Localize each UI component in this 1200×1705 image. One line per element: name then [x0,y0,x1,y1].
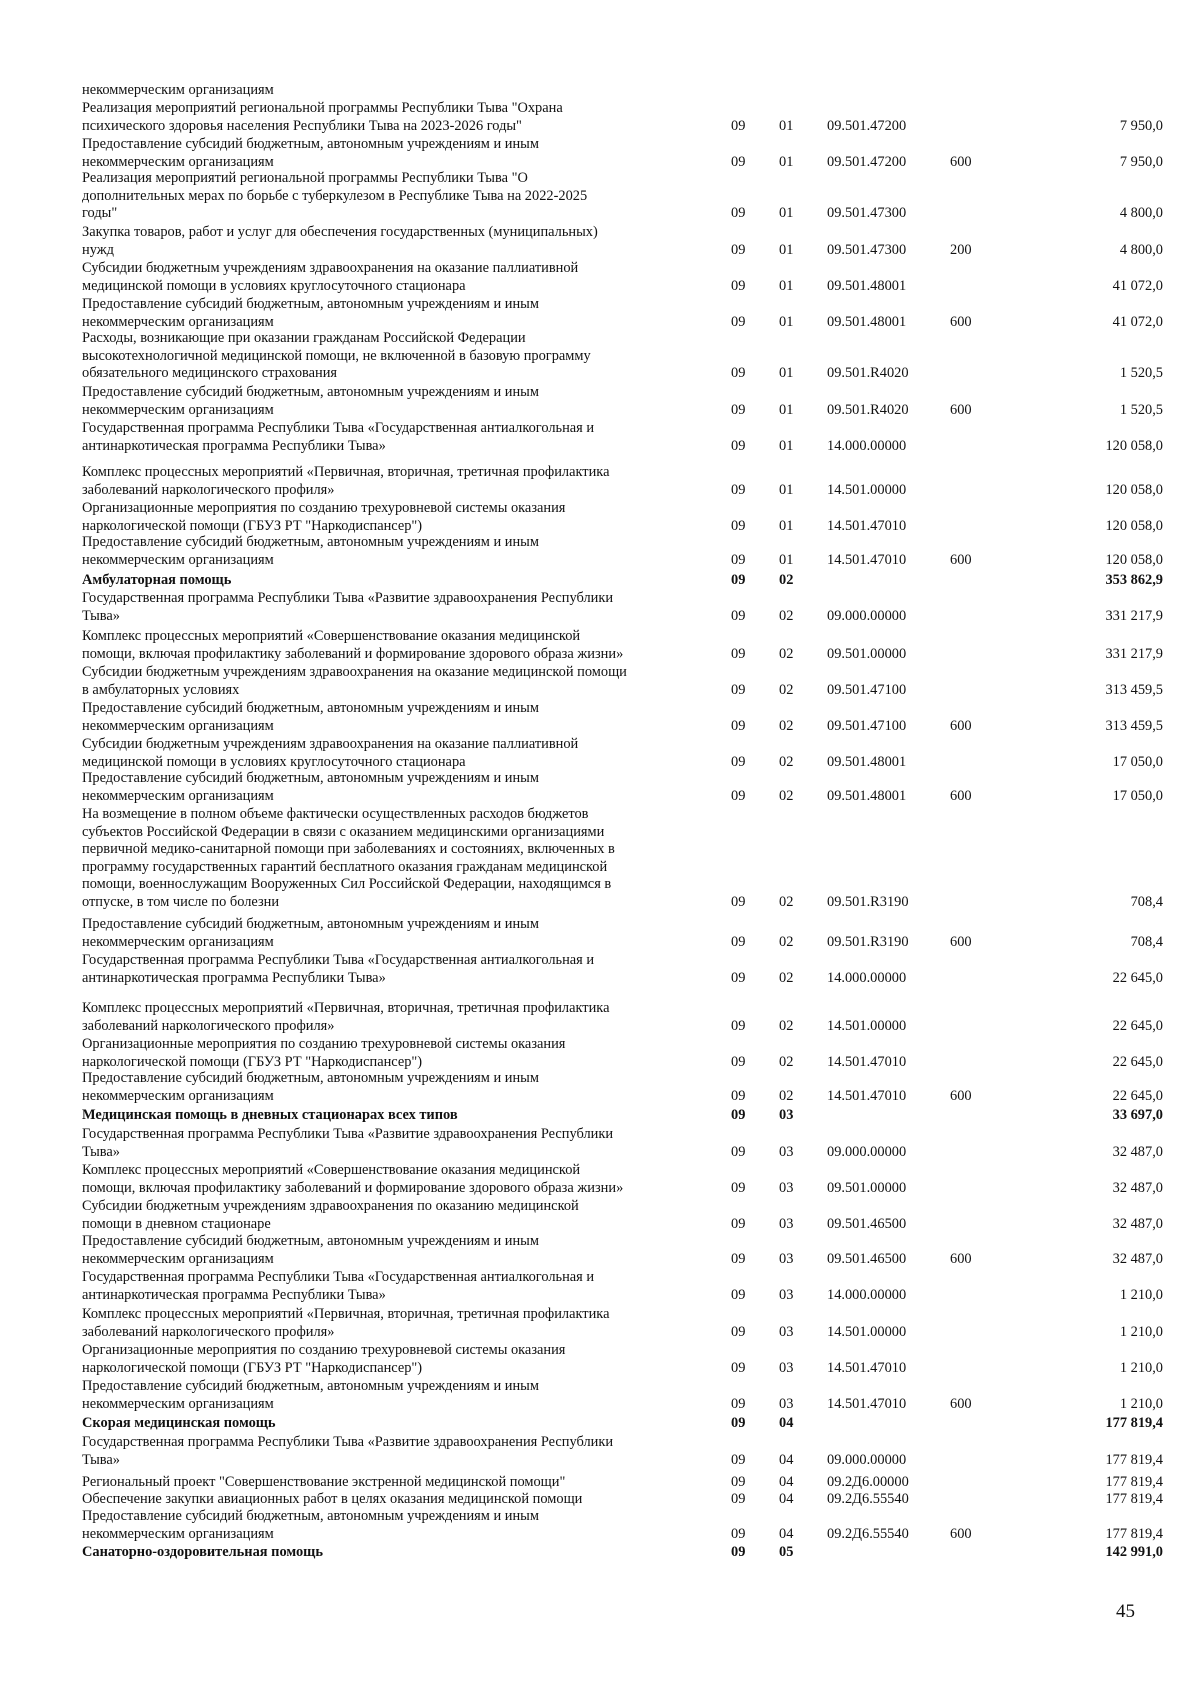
amount-value: 22 645,0 [1112,1053,1163,1070]
page-number: 45 [1116,1601,1135,1622]
expense-type-code: 600 [950,787,972,804]
expense-type-code: 600 [950,1525,972,1542]
expense-type-code: 600 [950,313,972,330]
target-article-code: 09.501.47300 [827,241,907,258]
table-row [0,1036,1200,1071]
amount-value: 331 217,9 [1105,607,1163,624]
target-article-code: 14.501.47010 [827,1087,907,1104]
table-row [0,1342,1200,1377]
target-article-code: 09.000.00000 [827,1143,907,1160]
target-article-code: 09.501.46500 [827,1250,907,1267]
row-description: Предоставление субсидий бюджетным, автономным учреждениям и иным некоммерческим организациям [82,1378,539,1412]
section-code: 09 [731,787,746,804]
section-code: 09 [731,1451,746,1468]
row-description: Закупка товаров, работ и услуг для обеспечения государственных (муниципальных) нужд [82,224,598,258]
row-description: Предоставление субсидий бюджетным, автономным учреждениям и иным некоммерческим организациям [82,534,539,568]
table-row [0,1306,1200,1341]
amount-value: 41 072,0 [1112,313,1163,330]
section-heading-row [0,1544,1200,1562]
row-description: Комплекс процессных мероприятий «Первичная, вторичная, третичная профилактика заболеваний наркологического профиля» [82,1000,610,1034]
target-article-code: 14.501.00000 [827,1323,907,1340]
row-description: Государственная программа Республики Тыва «Государственная антиалкогольная и антинаркотическая программа Республики Тыва» [82,952,595,986]
amount-value: 120 058,0 [1105,481,1163,498]
target-article-code: 09.000.00000 [827,1451,907,1468]
subsection-code: 02 [779,1053,794,1070]
amount-value: 33 697,0 [1112,1107,1163,1123]
row-description: Комплекс процессных мероприятий «Первичная, вторичная, третичная профилактика заболеваний наркологического профиля» [82,1306,610,1340]
table-row [0,1198,1200,1233]
section-code: 09 [731,241,746,258]
expense-type-code: 600 [950,401,972,418]
subsection-code: 01 [779,313,794,330]
target-article-code: 14.501.47010 [827,551,907,568]
subsection-code: 02 [779,1017,794,1034]
subsection-code: 02 [779,753,794,770]
subsection-code: 02 [779,933,794,950]
target-article-code: 09.2Д6.55540 [827,1491,909,1507]
section-code: 09 [731,205,746,222]
section-heading-row [0,1107,1200,1125]
row-description: Предоставление субсидий бюджетным, автономным учреждениям и иным некоммерческим организациям [82,1233,539,1267]
target-article-code: 09.501.48001 [827,787,907,804]
section-code: 09 [731,1286,746,1303]
section-code: 09 [731,1250,746,1267]
section-code: 09 [731,1053,746,1070]
subsection-code: 04 [779,1415,794,1431]
target-article-code: 09.501.48001 [827,313,907,330]
section-code: 09 [731,551,746,568]
expense-type-code: 200 [950,241,972,258]
amount-value: 7 950,0 [1119,117,1163,134]
subsection-code: 02 [779,645,794,662]
section-code: 09 [731,1544,746,1560]
amount-value: 177 819,4 [1105,1525,1163,1542]
row-description: Государственная программа Республики Тыва «Развитие здравоохранения Республики Тыва» [82,1434,614,1468]
subsection-code: 02 [779,1087,794,1104]
row-description: Региональный проект "Совершенствование экстренной медицинской помощи" [82,1474,566,1490]
amount-value: 32 487,0 [1112,1250,1163,1267]
subsection-code: 02 [779,572,794,588]
table-row [0,590,1200,625]
row-description: некоммерческим организациям [82,82,274,98]
table-row [0,260,1200,295]
table-row [0,736,1200,771]
amount-value: 32 487,0 [1112,1143,1163,1160]
section-code: 09 [731,681,746,698]
section-heading-row [0,1415,1200,1433]
section-code: 09 [731,117,746,134]
amount-value: 32 487,0 [1112,1215,1163,1232]
amount-value: 1 520,5 [1119,401,1163,418]
section-heading-row [0,572,1200,590]
table-row [0,1434,1200,1469]
table-row [0,136,1200,171]
table-row [0,330,1200,383]
table-row [0,1070,1200,1105]
subsection-code: 04 [779,1451,794,1468]
amount-value: 1 210,0 [1119,1359,1163,1376]
amount-value: 120 058,0 [1105,517,1163,534]
row-description: Реализация мероприятий региональной программы Республики Тыва "О дополнительных мерах по борьбе с туберкулезом в Республике Тыва на 2022-2025 годы" [82,170,588,222]
subsection-code: 04 [779,1525,794,1542]
section-code: 09 [731,1215,746,1232]
subsection-code: 03 [779,1215,794,1232]
table-row [0,82,1200,100]
amount-value: 708,4 [1130,933,1163,950]
subsection-code: 01 [779,437,794,454]
target-article-code: 14.501.47010 [827,1359,907,1376]
target-article-code: 09.501.R3190 [827,894,909,910]
target-article-code: 14.000.00000 [827,1286,907,1303]
target-article-code: 14.501.47010 [827,517,907,534]
row-description: Комплекс процессных мероприятий «Совершенствование оказания медицинской помощи, включая профилактику заболеваний и формирование здорового образа жизни» [82,628,624,662]
row-description: Государственная программа Республики Тыва «Государственная антиалкогольная и антинаркотическая программа Республики Тыва» [82,420,595,454]
amount-value: 177 819,4 [1105,1451,1163,1468]
row-description: Субсидии бюджетным учреждениям здравоохранения на оказание паллиативной медицинской помощи в условиях круглосуточного стационара [82,736,579,770]
target-article-code: 09.501.R3190 [827,933,909,950]
table-row [0,952,1200,987]
row-description: Государственная программа Республики Тыва «Развитие здравоохранения Республики Тыва» [82,1126,614,1160]
section-code: 09 [731,313,746,330]
subsection-code: 02 [779,969,794,986]
section-code: 09 [731,1415,746,1431]
expense-type-code: 600 [950,717,972,734]
row-description: Санаторно-оздоровительная помощь [82,1544,323,1560]
table-row [0,628,1200,663]
section-code: 09 [731,1107,746,1123]
subsection-code: 03 [779,1143,794,1160]
table-row [0,100,1200,135]
table-row [0,170,1200,223]
table-row [0,770,1200,805]
section-code: 09 [731,401,746,418]
amount-value: 142 991,0 [1105,1544,1163,1560]
subsection-code: 02 [779,717,794,734]
amount-value: 4 800,0 [1119,205,1163,222]
amount-value: 32 487,0 [1112,1179,1163,1196]
table-row [0,1378,1200,1413]
target-article-code: 09.2Д6.55540 [827,1525,909,1542]
row-description: Предоставление субсидий бюджетным, автономным учреждениям и иным некоммерческим организациям [82,1070,539,1104]
expense-type-code: 600 [950,933,972,950]
subsection-code: 03 [779,1286,794,1303]
section-code: 09 [731,1179,746,1196]
target-article-code: 14.501.00000 [827,1017,907,1034]
table-row [0,296,1200,331]
table-row [0,1491,1200,1509]
subsection-code: 03 [779,1323,794,1340]
row-description: Организационные мероприятия по созданию трехуровневой системы оказания наркологической помощи (ГБУЗ РТ "Наркодиспансер") [82,1342,566,1376]
subsection-code: 03 [779,1107,794,1123]
target-article-code: 14.501.47010 [827,1053,907,1070]
target-article-code: 09.501.47200 [827,153,907,170]
subsection-code: 03 [779,1179,794,1196]
table-row [0,420,1200,455]
table-row [0,1474,1200,1492]
expense-type-code: 600 [950,551,972,568]
subsection-code: 01 [779,241,794,258]
amount-value: 120 058,0 [1105,437,1163,454]
table-row [0,1233,1200,1268]
amount-value: 1 210,0 [1119,1395,1163,1412]
target-article-code: 09.501.46500 [827,1215,907,1232]
table-row [0,384,1200,419]
row-description: Комплекс процессных мероприятий «Первичная, вторичная, третичная профилактика заболеваний наркологического профиля» [82,464,610,498]
subsection-code: 03 [779,1359,794,1376]
table-row [0,1000,1200,1035]
expense-type-code: 600 [950,1250,972,1267]
section-code: 09 [731,1491,746,1507]
amount-value: 17 050,0 [1112,753,1163,770]
expense-type-code: 600 [950,153,972,170]
row-description: Государственная программа Республики Тыва «Государственная антиалкогольная и антинаркотическая программа Республики Тыва» [82,1269,595,1303]
table-row [0,534,1200,569]
row-description: Предоставление субсидий бюджетным, автономным учреждениям и иным некоммерческим организациям [82,770,539,804]
target-article-code: 09.000.00000 [827,607,907,624]
amount-value: 41 072,0 [1112,277,1163,294]
target-article-code: 09.501.48001 [827,277,907,294]
row-description: Обеспечение закупки авиационных работ в целях оказания медицинской помощи [82,1491,583,1507]
section-code: 09 [731,894,746,910]
row-description: Организационные мероприятия по созданию трехуровневой системы оказания наркологической помощи (ГБУЗ РТ "Наркодиспансер") [82,1036,566,1070]
target-article-code: 09.501.47100 [827,681,907,698]
amount-value: 7 950,0 [1119,153,1163,170]
section-code: 09 [731,717,746,734]
section-code: 09 [731,1087,746,1104]
row-description: Амбулаторная помощь [82,572,232,588]
subsection-code: 01 [779,205,794,222]
section-code: 09 [731,607,746,624]
section-code: 09 [731,1525,746,1542]
target-article-code: 09.501.47100 [827,717,907,734]
row-description: Государственная программа Республики Тыва «Развитие здравоохранения Республики Тыва» [82,590,614,624]
row-description: Расходы, возникающие при оказании гражданам Российской Федерации высокотехнологичной медицинской помощи, не включенной в базовую программу обязательного медицинского страхования [82,330,591,382]
row-description: Комплекс процессных мероприятий «Совершенствование оказания медицинской помощи, включая профилактику заболеваний и формирование здорового образа жизни» [82,1162,624,1196]
target-article-code: 09.501.48001 [827,753,907,770]
subsection-code: 02 [779,787,794,804]
subsection-code: 04 [779,1474,794,1490]
table-row [0,1126,1200,1161]
subsection-code: 01 [779,117,794,134]
subsection-code: 05 [779,1544,794,1560]
subsection-code: 03 [779,1250,794,1267]
row-description: Предоставление субсидий бюджетным, автономным учреждениям и иным некоммерческим организациям [82,384,539,418]
subsection-code: 01 [779,365,794,382]
target-article-code: 09.501.R4020 [827,401,909,418]
target-article-code: 09.501.R4020 [827,365,909,382]
section-code: 09 [731,1395,746,1412]
table-row [0,1508,1200,1543]
target-article-code: 09.501.47200 [827,117,907,134]
row-description: Предоставление субсидий бюджетным, автономным учреждениям и иным некоммерческим организациям [82,700,539,734]
amount-value: 120 058,0 [1105,551,1163,568]
target-article-code: 14.000.00000 [827,437,907,454]
subsection-code: 04 [779,1491,794,1507]
target-article-code: 14.501.47010 [827,1395,907,1412]
amount-value: 1 210,0 [1119,1323,1163,1340]
row-description: Скорая медицинская помощь [82,1415,276,1431]
amount-value: 313 459,5 [1105,717,1163,734]
amount-value: 22 645,0 [1112,1087,1163,1104]
section-code: 09 [731,1143,746,1160]
subsection-code: 02 [779,607,794,624]
amount-value: 22 645,0 [1112,1017,1163,1034]
row-description: Медицинская помощь в дневных стационарах всех типов [82,1107,458,1123]
subsection-code: 01 [779,481,794,498]
subsection-code: 02 [779,681,794,698]
section-code: 09 [731,969,746,986]
row-description: Субсидии бюджетным учреждениям здравоохранения на оказание паллиативной медицинской помощи в условиях круглосуточного стационара [82,260,579,294]
amount-value: 353 862,9 [1105,572,1163,588]
expense-type-code: 600 [950,1087,972,1104]
target-article-code: 09.501.00000 [827,1179,907,1196]
table-row [0,1162,1200,1197]
section-code: 09 [731,277,746,294]
target-article-code: 14.000.00000 [827,969,907,986]
section-code: 09 [731,517,746,534]
table-row [0,664,1200,699]
table-row [0,916,1200,951]
section-code: 09 [731,481,746,498]
amount-value: 22 645,0 [1112,969,1163,986]
subsection-code: 01 [779,277,794,294]
amount-value: 708,4 [1130,894,1163,910]
amount-value: 331 217,9 [1105,645,1163,662]
amount-value: 1 520,5 [1119,365,1163,382]
amount-value: 177 819,4 [1105,1415,1163,1431]
amount-value: 177 819,4 [1105,1474,1163,1490]
amount-value: 17 050,0 [1112,787,1163,804]
target-article-code: 14.501.00000 [827,481,907,498]
table-row [0,500,1200,535]
section-code: 09 [731,645,746,662]
section-code: 09 [731,1474,746,1490]
row-description: Предоставление субсидий бюджетным, автономным учреждениям и иным некоммерческим организациям [82,136,539,170]
row-description: Субсидии бюджетным учреждениям здравоохранения по оказанию медицинской помощи в дневном стационаре [82,1198,579,1232]
subsection-code: 01 [779,517,794,534]
table-row [0,700,1200,735]
table-row [0,224,1200,259]
section-code: 09 [731,437,746,454]
row-description: Предоставление субсидий бюджетным, автономным учреждениям и иным некоммерческим организациям [82,916,539,950]
section-code: 09 [731,572,746,588]
row-description: Предоставление субсидий бюджетным, автономным учреждениям и иным некоммерческим организациям [82,296,539,330]
table-row [0,806,1200,912]
section-code: 09 [731,1359,746,1376]
section-code: 09 [731,933,746,950]
row-description: Реализация мероприятий региональной программы Республики Тыва "Охрана психического здоровья населения Республики Тыва на 2023-2026 годы" [82,100,563,134]
amount-value: 4 800,0 [1119,241,1163,258]
section-code: 09 [731,1017,746,1034]
row-description: Организационные мероприятия по созданию трехуровневой системы оказания наркологической помощи (ГБУЗ РТ "Наркодиспансер") [82,500,566,534]
target-article-code: 09.501.47300 [827,205,907,222]
table-row [0,464,1200,499]
amount-value: 313 459,5 [1105,681,1163,698]
row-description: Предоставление субсидий бюджетным, автономным учреждениям и иным некоммерческим организациям [82,1508,539,1542]
section-code: 09 [731,753,746,770]
subsection-code: 03 [779,1395,794,1412]
target-article-code: 09.501.00000 [827,645,907,662]
table-row [0,1269,1200,1304]
amount-value: 1 210,0 [1119,1286,1163,1303]
section-code: 09 [731,153,746,170]
subsection-code: 02 [779,894,794,910]
target-article-code: 09.2Д6.00000 [827,1474,909,1490]
subsection-code: 01 [779,401,794,418]
expense-type-code: 600 [950,1395,972,1412]
row-description: На возмещение в полном объеме фактически осуществленных расходов бюджетов субъектов Российской Федерации в связи с оказанием медицинскими организациями первичной медико-санитарной помощи при заболеваниях и состояниях, включенных в программу государственных гарантий бесплатного оказания гражданам медицинской помощи, военнослужащим Вооруженных Сил Российской Федерации, находящимся в отпуске, в том числе по болезни [82,806,615,910]
subsection-code: 01 [779,153,794,170]
section-code: 09 [731,365,746,382]
section-code: 09 [731,1323,746,1340]
subsection-code: 01 [779,551,794,568]
row-description: Субсидии бюджетным учреждениям здравоохранения на оказание медицинской помощи в амбулаторных условиях [82,664,627,698]
amount-value: 177 819,4 [1105,1491,1163,1507]
